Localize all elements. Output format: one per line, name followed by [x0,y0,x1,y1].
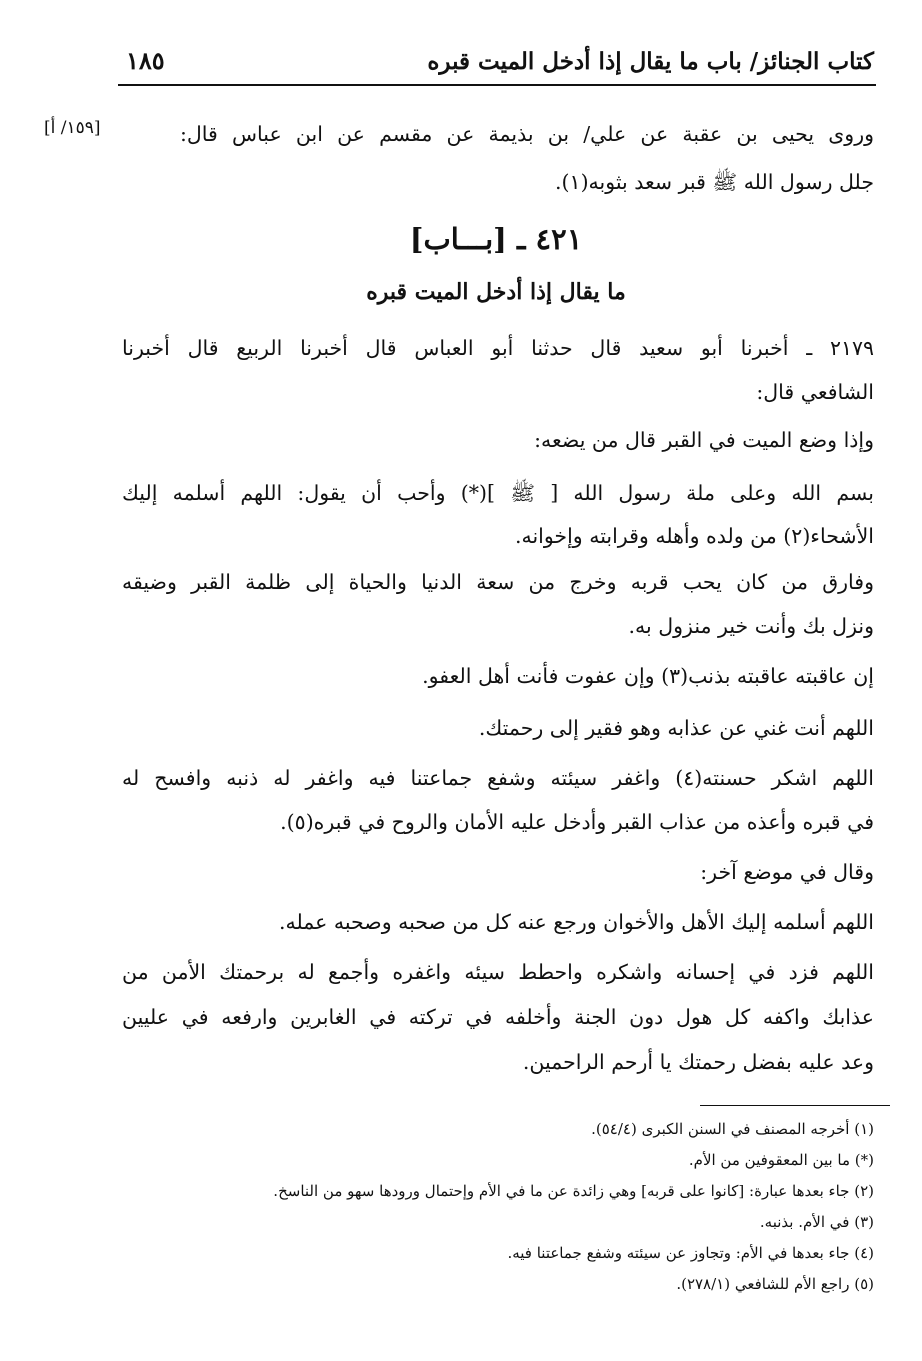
manuscript-folio-ref: [١٥٩/ أ] [44,118,101,138]
running-header [118,46,874,80]
body-line-10: اللهم اشكر حسنته(٤) واغفر سيئته وشفع جماعتنا فيه واغفر له ذنبه وافسح له [122,766,874,790]
footnote-rule [700,1105,890,1106]
body-line-1: ٢١٧٩ ـ أخبرنا أبو سعيد قال حدثنا أبو العباس قال أخبرنا الربيع قال أخبرنا [122,336,874,360]
chapter-number: ٤٢١ ـ [بـــاب] [409,222,583,256]
footnote-5: (٥) راجع الأم للشافعي (٢٧٨/١). [676,1275,874,1293]
header-title: كتاب الجنائز/ باب ما يقال إذا أدخل الميت قبره [427,48,874,75]
footnote-1: (١) أخرجه المصنف في السنن الكبرى (٥٤/٤). [591,1120,874,1138]
footnote-3: (٣) في الأم. بذنبه. [759,1213,874,1231]
body-line-4: بسم الله وعلى ملة رسول الله [ ﷺ ](*) وأحب أن يقول: اللهم أسلمه إليك [122,481,874,505]
body-line-14: اللهم فزد في إحسانه واشكره واحطط سيئه واغفره وأجمع له برحمتك الأمن من [122,960,874,984]
body-line-9: اللهم أنت غني عن عذابه وهو فقير إلى رحمتك. [478,716,874,740]
chapter-title: ما يقال إذا أدخل الميت قبره [366,279,626,305]
footnote-4: (٤) جاء بعدها في الأم: وتجاوز عن سيئته وشفع جماعتنا فيه. [507,1244,874,1262]
body-line-3: وإذا وضع الميت في القبر قال من يضعه: [534,428,874,452]
body-line-16: وعد عليه بفضل رحمتك يا أرحم الراحمين. [522,1050,874,1074]
header-rule [118,84,876,86]
footnote-2: (٢) جاء بعدها عبارة: [كانوا على قربه] وهي زائدة عن ما في الأم وإحتمال ورودها سهو من الناسخ. [273,1182,874,1200]
page-number: ١٨٥ [126,46,165,75]
body-line-2: الشافعي قال: [756,380,874,404]
body-line-8: إن عاقبته عاقبته بذنب(٣) وإن عفوت فأنت أهل العفو. [422,664,874,688]
intro-line-1: وروى يحيى بن عقبة عن علي/ بن بذيمة عن مقسم عن ابن عباس قال: [180,122,874,146]
body-line-13: اللهم أسلمه إليك الأهل والأخوان ورجع عنه كل من صحبه وصحبه عمله. [278,910,874,934]
body-line-6: وفارق من كان يحب قربه وخرج من سعة الدنيا والحياة إلى ظلمة القبر وضيقه [122,570,874,594]
intro-line-2: جلل رسول الله ﷺ قبر سعد بثوبه(١). [555,170,874,194]
body-line-11: في قبره وأعذه من عذاب القبر وأدخل عليه الأمان والروح في قبره(٥). [280,810,874,834]
body-line-15: عذابك واكفه كل هول دون الجنة وأخلفه في تركته في الغابرين وارفعه في عليين [122,1005,874,1029]
body-line-12: وقال في موضع آخر: [700,860,874,884]
body-line-5: الأشحاء(٢) من ولده وأهله وقرابته وإخوانه. [514,524,874,548]
body-line-7: ونزل بك وأنت خير منزول به. [628,614,874,638]
footnote-star: (*) ما بين المعقوفين من الأم. [688,1151,874,1169]
